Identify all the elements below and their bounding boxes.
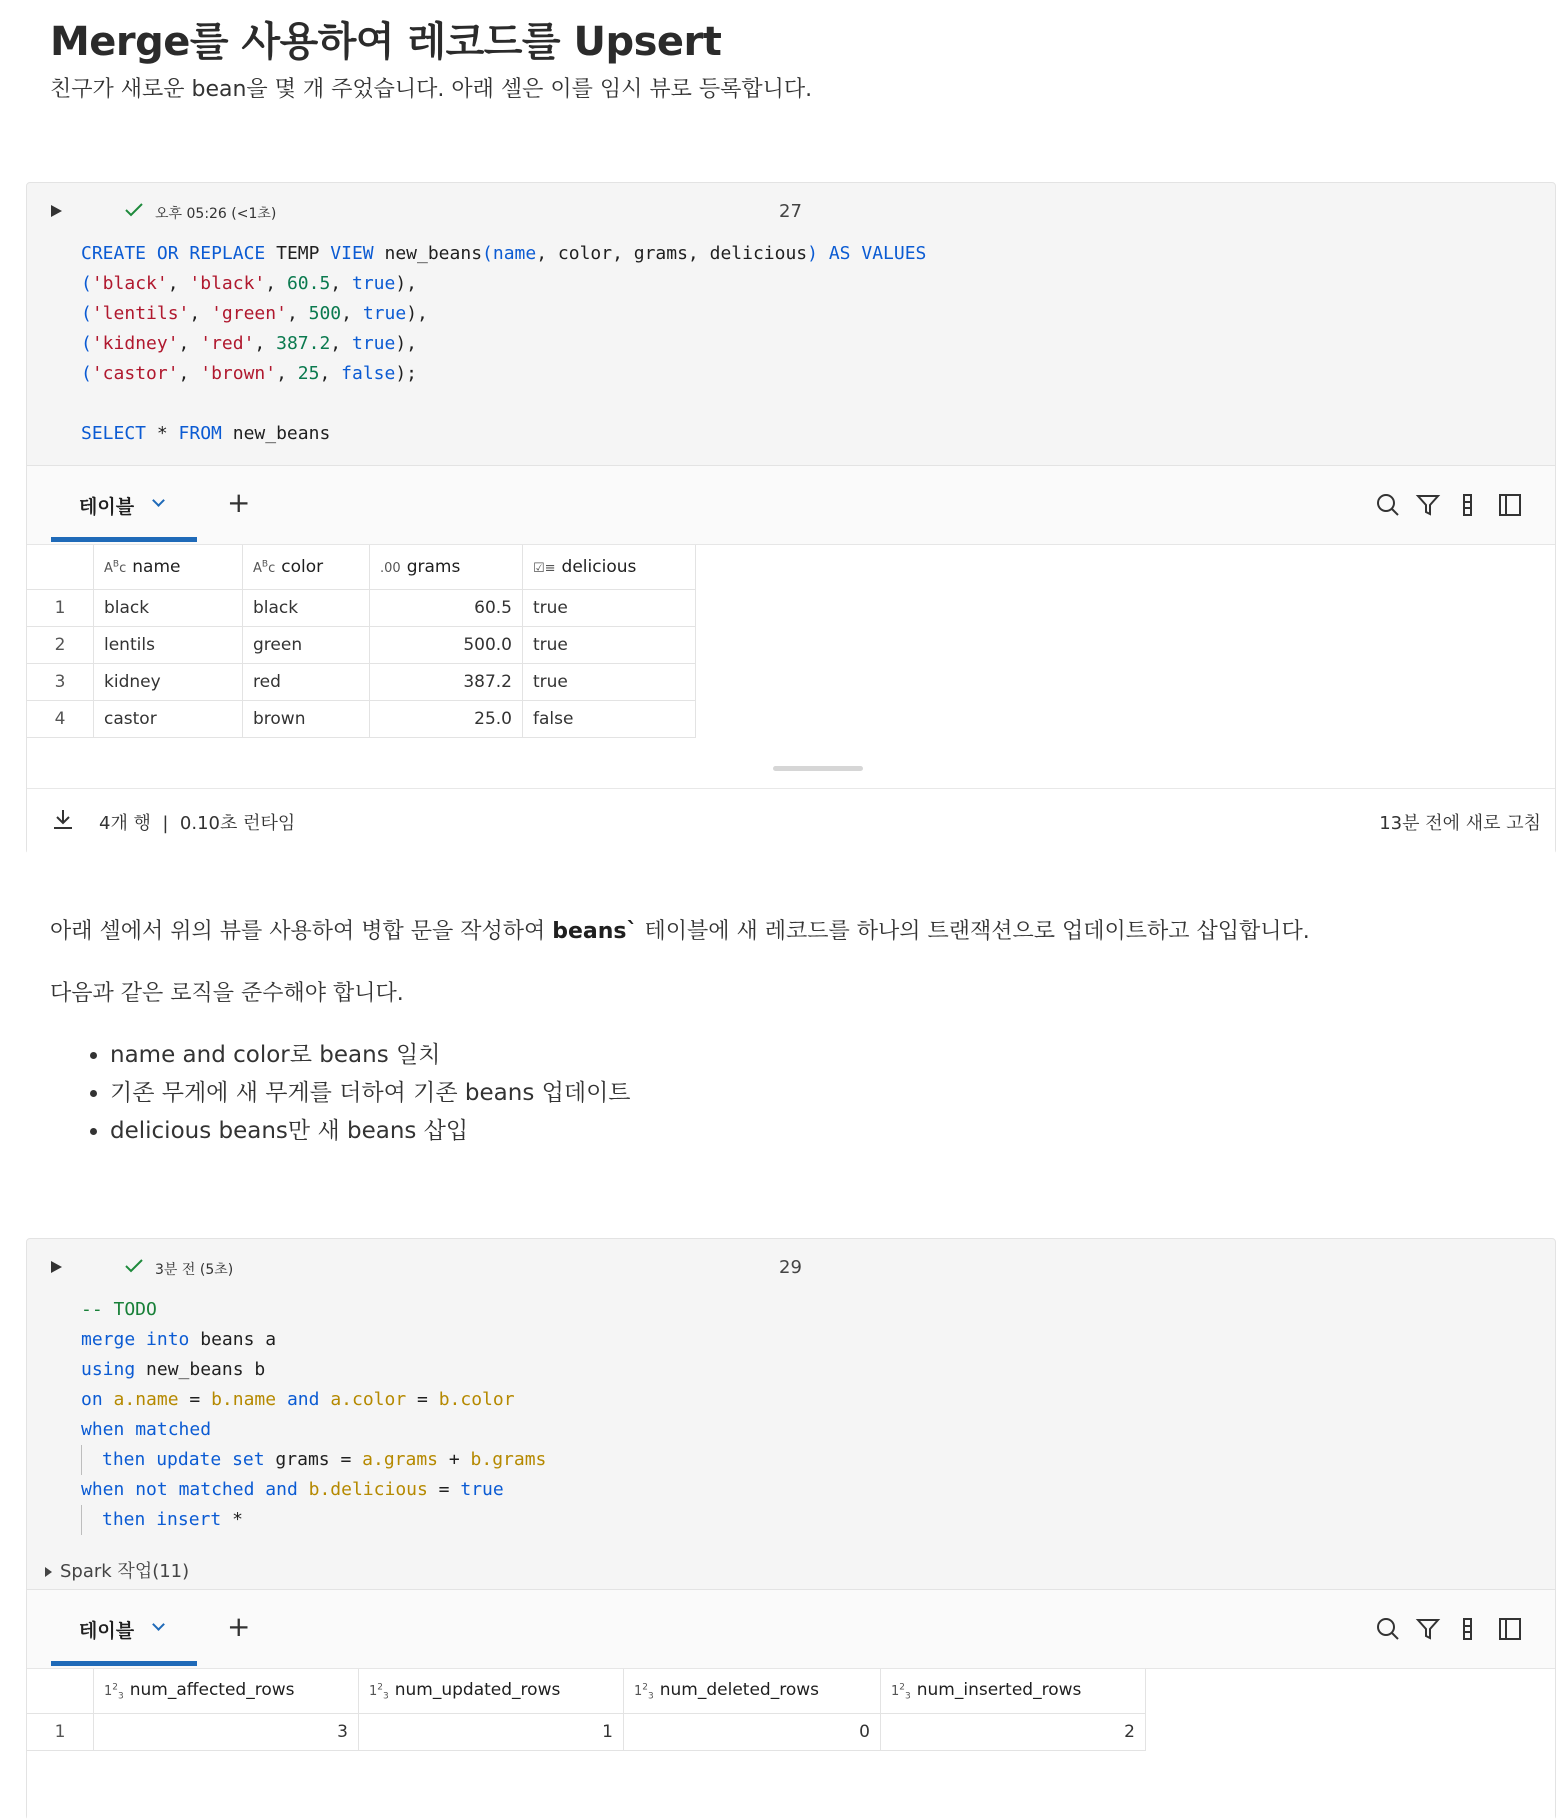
result-table [27, 545, 696, 738]
panel-toggle-icon[interactable] [1497, 492, 1523, 518]
add-visualization-button[interactable]: + [227, 486, 251, 519]
logic-intro: 다음과 같은 로직을 준수해야 합니다. [50, 981, 404, 1006]
string-type-icon: $A^Bc$ [253, 559, 276, 576]
integer-type-icon: $1^2_3$ [634, 1682, 654, 1702]
result-panel [27, 1589, 1555, 1820]
instruction-text: 아래 셀에서 위의 뷰를 사용하여 병합 문을 작성하여 [50, 919, 553, 944]
cell-number: 29 [779, 1257, 802, 1278]
result-tabs [27, 466, 1555, 545]
add-visualization-button[interactable]: + [227, 1610, 251, 1643]
cell-header [27, 183, 1555, 239]
result-footer [27, 788, 1555, 853]
tab-label: 테이블 [79, 496, 135, 518]
code-cell-27[interactable] [26, 182, 1556, 854]
run-cell-button[interactable] [51, 1261, 62, 1273]
checklist-type-icon: ☑≡ [533, 561, 556, 576]
code-editor[interactable]: -- TODO merge into beans a using new_beans b on a.name = b.name and a.color = b.color when matched then update set grams = a.grams + b.grams when not matched and b.delicious = true then insert * [27, 1295, 1555, 1535]
search-icon[interactable] [1375, 1616, 1401, 1642]
result-tabs [27, 1590, 1555, 1669]
filter-icon[interactable] [1415, 492, 1441, 518]
horizontal-scrollbar[interactable] [773, 766, 863, 771]
column-header[interactable]: $1^2_3$ num_deleted_rows [624, 1669, 881, 1714]
table-row: 1 3 1 0 2 [27, 1714, 1146, 1751]
integer-type-icon: $1^2_3$ [104, 1682, 124, 1702]
list-item: • 기존 무게에 새 무게를 더하여 기존 beans 업데이트 [110, 1078, 1530, 1108]
column-header[interactable]: $A^Bc$ name [94, 545, 243, 590]
column-header[interactable]: $A^Bc$ color [243, 545, 370, 590]
tab-table[interactable] [51, 1590, 197, 1666]
table-row: 3 kidney red 387.2 true [27, 664, 696, 701]
panel-toggle-icon[interactable] [1497, 1616, 1523, 1642]
page-title: Merge를 사용하여 레코드를 Upsert [50, 19, 722, 65]
list-item: • delicious beans만 새 beans 삽입 [110, 1116, 1530, 1146]
columns-icon[interactable] [1455, 1616, 1481, 1642]
code-cell-29[interactable] [26, 1238, 1556, 1820]
instruction-text-suffix: 테이블에 새 레코드를 하나의 트랜잭션으로 업데이트하고 삽입합니다. [637, 919, 1310, 944]
download-icon[interactable] [51, 807, 75, 831]
table-header-row [27, 545, 696, 590]
index-header [27, 1669, 94, 1714]
cell-header [27, 1239, 1555, 1295]
row-count-runtime: 4개 행 | 0.10초 런타임 [99, 813, 296, 834]
check-icon [123, 199, 145, 221]
decimal-type-icon: .00 [380, 561, 401, 576]
caret-right-icon [45, 1567, 52, 1577]
code-editor[interactable]: CREATE OR REPLACE TEMP VIEW new_beans(name, color, grams, delicious) AS VALUES ('black', 'black', 60.5, true), ('lentils', 'green', 500, true), ('kidney', 'red', 387.2, true), ('castor', 'brown', 25, false); SELECT * FROM new_beans [81, 243, 927, 444]
columns-icon[interactable] [1455, 492, 1481, 518]
chevron-down-icon[interactable] [152, 494, 165, 507]
index-header [27, 545, 94, 590]
table-row: 1 black black 60.5 true [27, 590, 696, 627]
column-header[interactable]: $1^2_3$ num_affected_rows [94, 1669, 359, 1714]
column-header[interactable]: .00 grams [370, 545, 523, 590]
filter-icon[interactable] [1415, 1616, 1441, 1642]
merge-instructions [50, 918, 1530, 947]
check-icon [123, 1255, 145, 1277]
run-status: 3분 전 (5초) [155, 1262, 234, 1278]
list-item: • name and color로 beans 일치 [110, 1040, 1530, 1070]
table-header-row [27, 1669, 1146, 1714]
table-row: 4 castor brown 25.0 false [27, 701, 696, 738]
spark-jobs-label: Spark 작업(11) [60, 1561, 190, 1582]
run-cell-button[interactable] [51, 205, 62, 217]
column-header[interactable]: $1^2_3$ num_updated_rows [359, 1669, 624, 1714]
column-header[interactable]: $1^2_3$ num_inserted_rows [881, 1669, 1146, 1714]
table-row: 2 lentils green 500.0 true [27, 627, 696, 664]
cell-number: 27 [779, 201, 802, 222]
column-header[interactable]: ☑≡ delicious [523, 545, 696, 590]
integer-type-icon: $1^2_3$ [891, 1682, 911, 1702]
integer-type-icon: $1^2_3$ [369, 1682, 389, 1702]
tab-label: 테이블 [79, 1620, 135, 1642]
tab-table[interactable] [51, 466, 197, 542]
intro-text: 친구가 새로운 bean을 몇 개 주었습니다. 아래 셀은 이를 임시 뷰로 등록합니다. [50, 77, 813, 102]
search-icon[interactable] [1375, 492, 1401, 518]
run-status: 오후 05:26 (<1초) [155, 206, 277, 222]
table-name-bold: beans` [552, 919, 638, 944]
result-panel [27, 465, 1555, 854]
string-type-icon: $A^Bc$ [104, 559, 127, 576]
refresh-time: 13분 전에 새로 고침 [1379, 813, 1541, 834]
markdown-cell-heading [50, 10, 1530, 67]
logic-list [50, 1040, 1530, 1154]
spark-jobs-toggle[interactable] [45, 1557, 189, 1583]
chevron-down-icon[interactable] [152, 1618, 165, 1631]
result-table [27, 1669, 1146, 1751]
